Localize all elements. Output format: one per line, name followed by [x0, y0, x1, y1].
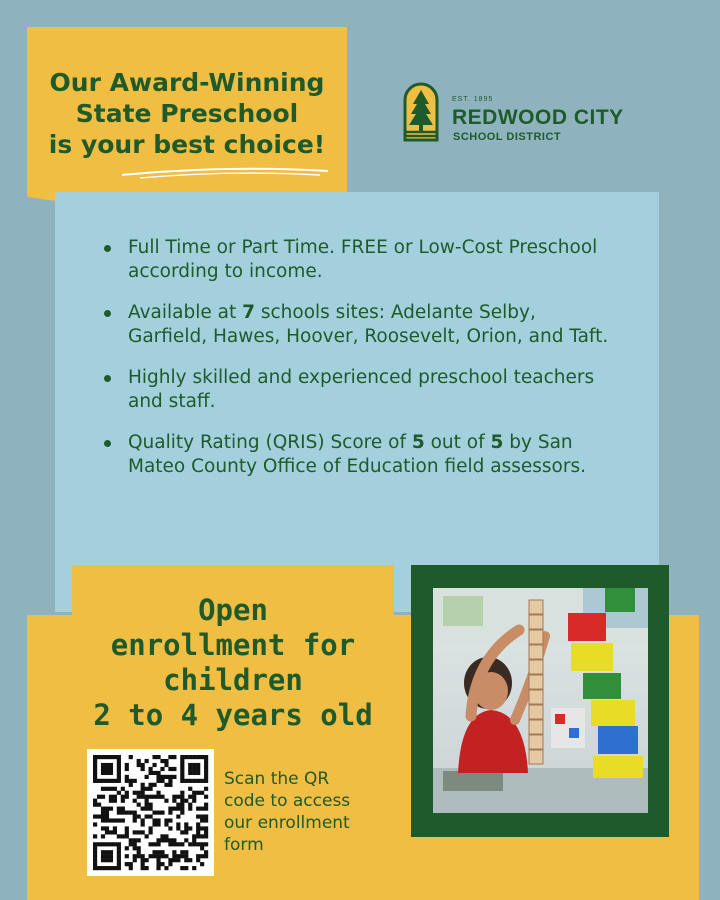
qr-code-icon — [87, 749, 214, 876]
headline-line: is your best choice! — [48, 130, 326, 159]
headline — [27, 67, 347, 160]
qr-caption — [224, 768, 394, 856]
headline-line: Our Award-Winning — [49, 68, 325, 97]
qr-caption-line: form — [224, 835, 264, 855]
swoosh-underline-icon — [120, 165, 330, 179]
bullet-icon — [104, 310, 111, 317]
enrollment-line: 2 to 4 years old — [93, 698, 373, 732]
enrollment-line: Open — [198, 593, 268, 627]
district-logo — [402, 80, 632, 146]
enrollment-line: enrollment for — [110, 628, 356, 662]
feature-item: Quality Rating (QRIS) Score of 5 out of 5 by San Mateo County Office of Education field assessors. — [100, 431, 620, 479]
feature-item: Full Time or Part Time. FREE or Low-Cost Preschool according to income. — [100, 236, 620, 284]
qr-caption-line: our enrollment — [224, 813, 350, 833]
child-with-blocks-photo — [433, 588, 648, 813]
redwood-tree-icon — [402, 82, 440, 142]
bullet-icon — [104, 440, 111, 447]
feature-list — [100, 236, 620, 496]
bullet-icon — [104, 375, 111, 382]
logo-established: EST. 1895 — [452, 96, 494, 103]
logo-subtitle: SCHOOL DISTRICT — [453, 131, 562, 143]
feature-item: Available at 7 schools sites: Adelante Selby, Garfield, Hawes, Hoover, Roosevelt, Orion, and Taft. — [100, 301, 620, 349]
bullet-icon — [104, 245, 111, 252]
enrollment-line: children — [163, 663, 303, 697]
enrollment-heading — [72, 593, 394, 733]
feature-item: Highly skilled and experienced preschool teachers and staff. — [100, 366, 620, 414]
enrollment-qr-code[interactable] — [87, 749, 214, 876]
qr-caption-line: code to access — [224, 791, 351, 811]
qr-caption-line: Scan the QR — [224, 769, 330, 789]
logo-title: REDWOOD CITY — [452, 106, 624, 129]
headline-line: State Preschool — [75, 99, 299, 128]
